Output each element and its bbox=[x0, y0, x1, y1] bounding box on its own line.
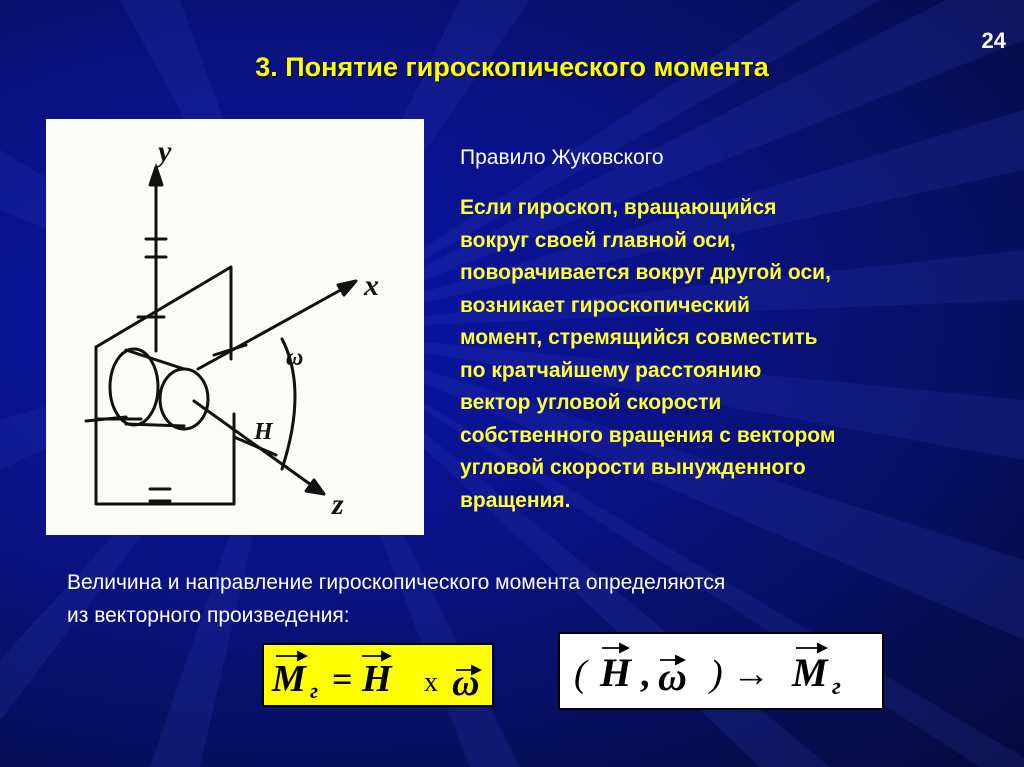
axis-y-label: y bbox=[158, 135, 172, 168]
axis-x-label: x bbox=[364, 269, 379, 302]
gyroscope-diagram bbox=[46, 119, 424, 535]
rule-line: Если гироскоп, вращающийся bbox=[460, 196, 777, 219]
lead-line-1: Величина и направление гироскопического момента определяются bbox=[67, 571, 726, 594]
rule-line: собственного вращения с вектором bbox=[460, 423, 836, 447]
relation-arrow: → bbox=[732, 653, 770, 695]
rule-line: момент, стремящийся совместить bbox=[460, 326, 818, 349]
formula-cross: x bbox=[424, 667, 438, 698]
rule-line: возникает гироскопический bbox=[460, 293, 750, 317]
relation-m: M bbox=[792, 650, 828, 695]
relation-open-paren: ( bbox=[574, 653, 587, 695]
formula-h: H bbox=[362, 658, 392, 700]
slide-title: 3. Понятие гироскопического момента bbox=[255, 52, 769, 82]
formula-m-subscript: г bbox=[310, 678, 319, 703]
rule-title: Правило Жуковского bbox=[460, 146, 664, 169]
vector-h-label: H bbox=[254, 419, 273, 445]
rule-line: вращения. bbox=[460, 488, 571, 512]
formula-omega: ω bbox=[452, 662, 480, 704]
formula-m: M bbox=[272, 658, 306, 700]
slide-number: 24 bbox=[981, 28, 1006, 53]
relation-omega: ω bbox=[658, 654, 687, 699]
rule-line: вектор угловой скорости bbox=[460, 391, 722, 414]
rule-line: поворачивается вокруг другой оси, bbox=[460, 261, 831, 284]
relation-h: H bbox=[600, 650, 632, 695]
lead-paragraph bbox=[67, 566, 997, 632]
axis-z-label: z bbox=[332, 488, 344, 521]
relation-box bbox=[558, 632, 884, 710]
rule-line: угловой скорости вынужденного bbox=[460, 456, 806, 479]
omega-label: ω bbox=[286, 345, 304, 371]
formula-box bbox=[262, 643, 494, 707]
relation-comma: , bbox=[640, 653, 650, 695]
gyroscope-drawing bbox=[46, 119, 424, 535]
relation-close-paren: ) bbox=[710, 653, 723, 695]
gyro-moment-formula bbox=[264, 645, 492, 705]
rule-text bbox=[460, 192, 1000, 517]
relation-m-subscript: г bbox=[832, 674, 841, 700]
lead-line-2: из векторного произведения: bbox=[67, 604, 350, 627]
rule-line: вокруг своей главной оси, bbox=[460, 228, 736, 252]
formula-equals: = bbox=[332, 659, 353, 699]
vector-relation bbox=[560, 634, 882, 708]
rule-line: по кратчайшему расстоянию bbox=[460, 358, 762, 382]
